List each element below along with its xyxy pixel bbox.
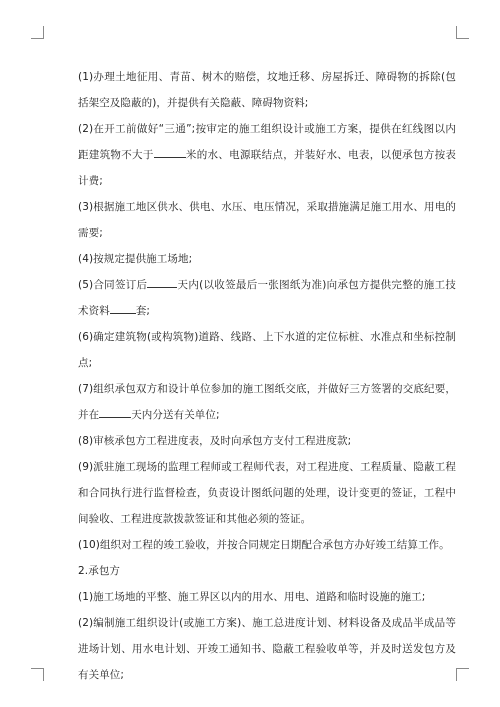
clause-5-text-c: 套; — [135, 305, 151, 317]
contractor-clause-1: (1)施工场地的平整、施工界区以内的用水、用电、道路和临时设施的施工; — [78, 591, 426, 603]
clause-7 — [78, 376, 456, 428]
corner-mark-top-right — [456, 26, 469, 39]
contractor-clause-2: (2)编制施工组织设计(或施工方案)、施工总进度计划、材料设备及成品半成品等进场计划、用水电计划、开竣工通知书、隐蔽工程验收单等，并及时送发包方及有关单位; — [78, 617, 456, 681]
clause-5-text-b: 天内(以收签最后一张图纸为准)向承包方提供完整的施工技术资料 — [78, 279, 456, 317]
clause-6: (6)确定建筑物(或构筑物)道路、线路、上下水道的定位标桩、水准点和坐标控制点; — [78, 331, 456, 369]
clause-7-text-a: (7)组织承包双方和设计单位参加的施工图纸交底，并做好三方签署的交底纪要，并在 — [78, 383, 456, 421]
section-heading-contractor: 2.承包方 — [78, 565, 121, 577]
clause-2-text-a: (2)在开工前做好“三通”;按审定的施工组织设计或施工方案，提供在红线图以内距建筑物不大于 — [78, 123, 456, 161]
clause-7-text-b: 天内分送有关单位; — [131, 409, 220, 421]
document-body — [78, 64, 456, 688]
corner-mark-bottom-right — [456, 668, 469, 681]
fill-blank-days-distribute[interactable] — [99, 407, 131, 418]
fill-blank-distance[interactable] — [154, 147, 186, 158]
clause-1: (1)办理土地征用、青苗、树木的赔偿，坟地迁移、房屋拆迁、障碍物的拆除(包括架空及隐蔽的)，并提供有关隐蔽、障碍物资料; — [78, 71, 456, 109]
clause-5 — [78, 272, 456, 324]
clause-2-text-b: 米的水、电源联结点，并装好水、电表，以便承包方按表计费; — [78, 149, 456, 187]
clause-8: (8)审核承包方工程进度表，及时向承包方支付工程进度款; — [78, 435, 352, 447]
clause-3: (3)根据施工地区供水、供电、水压、电压情况，采取措施满足施工用水、用电的需要; — [78, 201, 456, 239]
fill-blank-days[interactable] — [147, 277, 177, 288]
clause-5-text-a: (5)合同签订后 — [78, 279, 148, 291]
clause-10: (10)组织对工程的竣工验收，并按合同规定日期配合承包方办好竣工结算工作。 — [78, 539, 450, 551]
clause-9: (9)派驻施工现场的监理工程师或工程师代表，对工程进度、工程质量、隐蔽工程和合同执行进行监督检查，负责设计图纸问题的处理，设计变更的签证，工程中间验收、工程进度款拨款签证和其他必须的签证。 — [78, 461, 456, 525]
corner-mark-bottom-left — [31, 668, 44, 681]
fill-blank-sets[interactable] — [110, 303, 136, 314]
clause-2 — [78, 116, 456, 194]
corner-mark-top-left — [31, 26, 44, 39]
clause-4: (4)按规定提供施工场地; — [78, 253, 193, 265]
